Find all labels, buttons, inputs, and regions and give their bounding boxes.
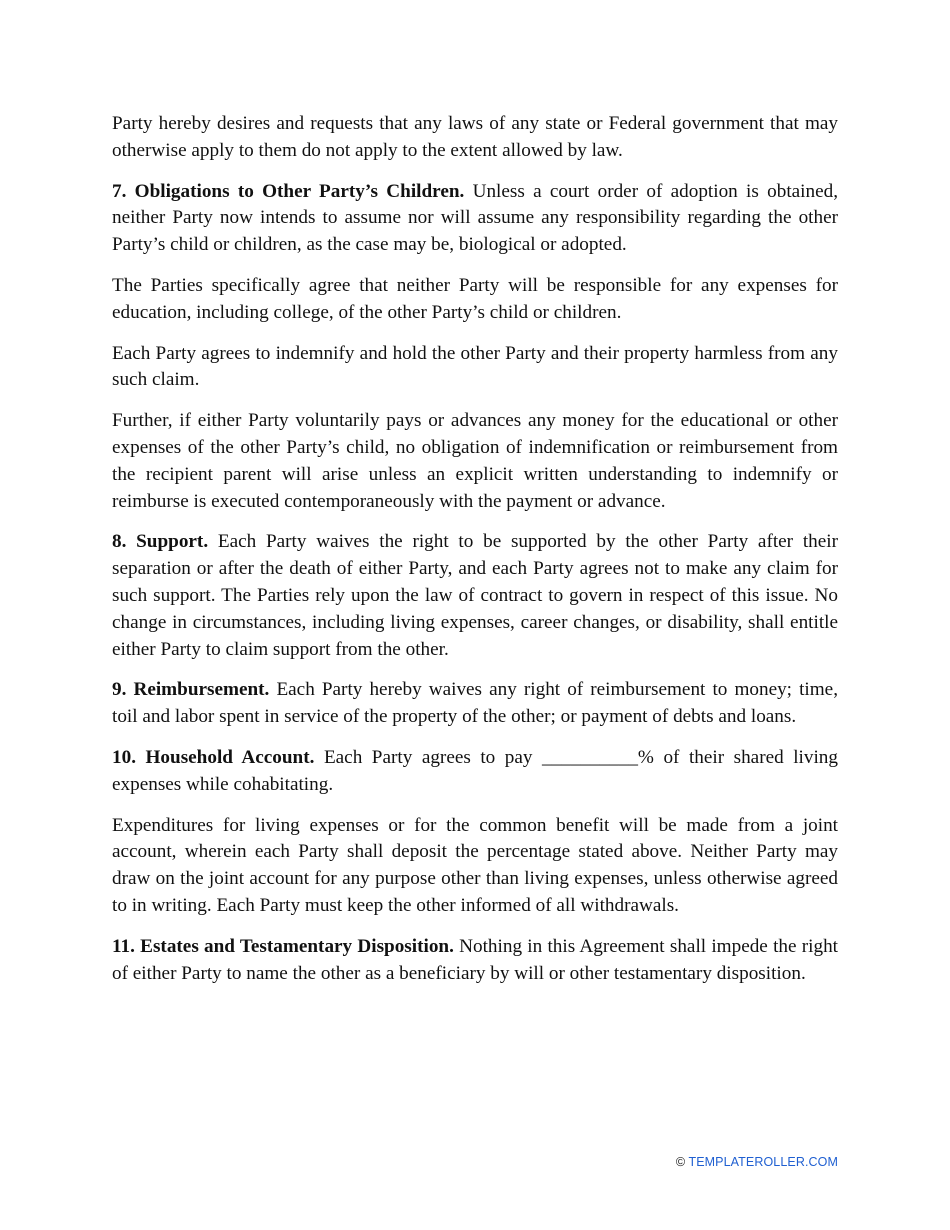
document-body (112, 111, 838, 1001)
paragraph-voluntary-payments: Further, if either Party voluntarily pays or advances any money for the educational or other expenses of the other Party’s child, no obligation of indemnification or reimbursement from the recipient parent will arise unless an explicit written understanding to indemnify or reimburse is executed contemporaneously with the payment or advance. (112, 410, 838, 512)
section-7-obligations-children: 7. Obligations to Other Party’s Children. Unless a court order of adoption is obtained, neither Party now intends to assume nor will assume any responsibility regarding the other Party’s child or children, as the case may be, biological or adopted. (112, 180, 838, 256)
section-9-reimbursement: 9. Reimbursement. Each Party hereby waives any right of reimbursement to money; time, toil and labor spent in service of the property of the other; or payment of debts and loans. (112, 679, 838, 728)
paragraph-expenditures: Expenditures for living expenses or for the common benefit will be made from a joint account, wherein each Party shall deposit the percentage stated above. Neither Party may draw on the joint account for any purpose other than living expenses, unless otherwise agreed to in writing. Each Party must keep the other informed of all withdrawals. (112, 814, 838, 916)
section-10-household-account: 10. Household Account. Each Party agrees to pay __________% of their shared living expenses while cohabitating. (112, 746, 838, 795)
section-heading: 7. Obligations to Other Party’s Children. (112, 180, 465, 202)
section-8-support: 8. Support. Each Party waives the right to be supported by the other Party after their separation or after the death of either Party, and each Party agrees not to make any claim for such support. The Parties rely upon the law of contract to govern in respect of this issue. No change in circumstances, including living expenses, career changes, or disability, shall entitle either Party to claim support from the other. (112, 531, 838, 660)
section-11-estates: 11. Estates and Testamentary Disposition. Nothing in this Agreement shall impede the right of either Party to name the other as a beneficiary by will or other testamentary disposition. (112, 935, 838, 984)
paragraph-education-expenses: The Parties specifically agree that neither Party will be responsible for any expenses for education, including college, of the other Party’s child or children. (112, 274, 838, 323)
section-heading: 10. Household Account. (112, 746, 315, 768)
paragraph-indemnify: Each Party agrees to indemnify and hold the other Party and their property harmless from any such claim. (112, 342, 838, 391)
templateroller-link[interactable]: TEMPLATEROLLER.COM (688, 1155, 838, 1169)
copyright-symbol: © (675, 1155, 686, 1169)
section-heading: 11. Estates and Testamentary Disposition. (112, 935, 454, 957)
page-footer (676, 1155, 838, 1169)
paragraph-laws: Party hereby desires and requests that any laws of any state or Federal government that may otherwise apply to them do not apply to the extent allowed by law. (112, 113, 838, 161)
section-heading: 8. Support. (112, 531, 209, 553)
section-heading: 9. Reimbursement. (112, 679, 270, 701)
